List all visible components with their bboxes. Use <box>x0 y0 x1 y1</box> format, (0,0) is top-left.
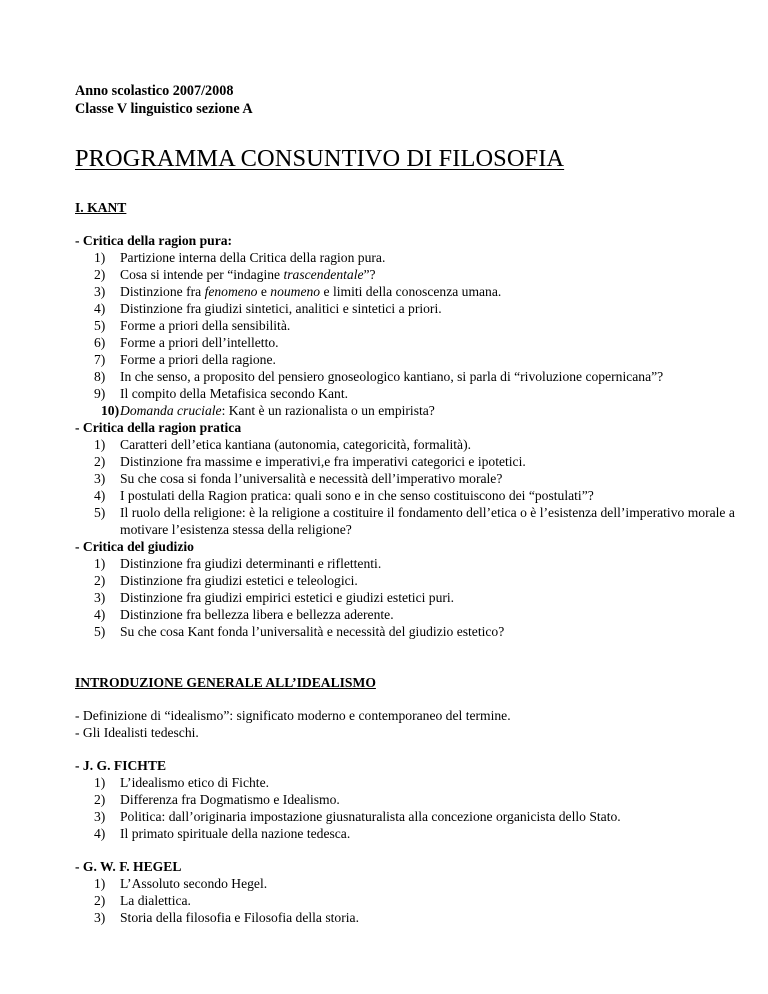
list-item <box>75 555 735 572</box>
item-text: Distinzione fra bellezza libera e bellezza aderente. <box>120 607 394 622</box>
item-text: Storia della filosofia e Filosofia della storia. <box>120 910 359 925</box>
school-year: Anno scolastico 2007/2008 <box>75 83 234 99</box>
item-text: L’Assoluto secondo Hegel. <box>120 876 268 891</box>
item-number: 7) <box>94 352 106 367</box>
item-number: 4) <box>94 488 106 503</box>
item-number: 1) <box>94 437 106 452</box>
item-number: 5) <box>94 505 106 520</box>
item-text: Distinzione fra massime e imperativi,e fra imperativi categorici e ipotetici. <box>120 454 526 469</box>
item-number: 1) <box>94 556 106 571</box>
item-text: Distinzione fra <box>120 284 205 299</box>
item-text: fenomeno <box>204 284 258 299</box>
item-text: L’idealismo etico di Fichte. <box>120 775 269 790</box>
item-text: noumeno <box>270 284 321 299</box>
list-fichte <box>75 774 735 842</box>
subsection-hegel-heading: - G. W. F. HEGEL <box>75 859 182 874</box>
list-ragion-pura <box>75 249 735 419</box>
item-text: Distinzione fra giudizi sintetici, analitici e sintetici a priori. <box>120 301 442 316</box>
subsection-fichte-heading: - J. G. FICHTE <box>75 758 167 773</box>
item-text: La dialettica. <box>120 893 191 908</box>
list-ragion-pratica <box>75 436 735 538</box>
item-text: Il compito della Metafisica secondo Kant. <box>120 386 349 401</box>
item-number: 6) <box>94 335 106 350</box>
item-number: 9) <box>94 386 106 401</box>
item-text: I postulati della Ragion pratica: quali sono e in che senso costituiscono dei “postulati”? <box>120 488 594 503</box>
list-item <box>75 504 735 538</box>
item-text: Cosa si intende per “indagine <box>120 267 284 282</box>
list-item <box>75 470 735 487</box>
list-item <box>75 892 735 909</box>
list-item <box>75 572 735 589</box>
item-number: 3) <box>94 471 106 486</box>
item-text: Caratteri dell’etica kantiana (autonomia, categoricità, formalità). <box>120 437 472 452</box>
list-item <box>75 909 735 926</box>
section-kant-heading: I. KANT <box>75 200 127 215</box>
list-item <box>75 487 735 504</box>
list-item <box>75 334 735 351</box>
list-item <box>75 300 735 317</box>
item-text: Forme a priori della sensibilità. <box>120 318 291 333</box>
item-number: 1) <box>94 775 106 790</box>
list-item <box>75 317 735 334</box>
subsection-giudizio-heading: - Critica del giudizio <box>75 539 194 554</box>
list-item <box>75 351 735 368</box>
list-item <box>75 589 735 606</box>
item-text: Su che cosa Kant fonda l’universalità e necessità del giudizio estetico? <box>120 624 505 639</box>
item-text: : Kant è un razionalista o un empirista? <box>221 403 435 418</box>
item-number: 3) <box>94 910 106 925</box>
item-number: 2) <box>94 893 106 908</box>
item-text: Differenza fra Dogmatismo e Idealismo. <box>120 792 340 807</box>
item-number: 5) <box>94 624 106 639</box>
item-number: 2) <box>94 454 106 469</box>
item-number: 3) <box>94 590 106 605</box>
item-number: 3) <box>94 284 106 299</box>
list-item <box>75 385 735 402</box>
item-text: Il primato spirituale della nazione tedesca. <box>120 826 351 841</box>
item-number: 4) <box>94 301 106 316</box>
list-item <box>75 825 735 842</box>
item-text: Forme a priori della ragione. <box>120 352 276 367</box>
item-number: 4) <box>94 607 106 622</box>
item-text: Domanda cruciale <box>120 403 222 418</box>
list-item <box>75 774 735 791</box>
idealismo-line: - Gli Idealisti tedeschi. <box>75 725 199 740</box>
section-idealismo-heading: INTRODUZIONE GENERALE ALL’IDEALISMO <box>75 675 376 690</box>
list-item <box>75 249 735 266</box>
item-number: 10) <box>101 403 120 418</box>
subsection-ragion-pura-heading: - Critica della ragion pura: <box>75 233 233 248</box>
item-number: 3) <box>94 809 106 824</box>
item-text: Partizione interna della Critica della ragion pura. <box>120 250 386 265</box>
document-page <box>75 83 735 926</box>
list-item <box>75 453 735 470</box>
item-text: Il ruolo della religione: è la religione a costituire il fondamento dell’etica o è l’esistenza dell’imperativo morale a motivare l’esistenza stessa della religione? <box>120 505 735 537</box>
item-text: Su che cosa si fonda l’universalità e necessità dell’imperativo morale? <box>120 471 503 486</box>
item-text: e <box>257 284 271 299</box>
item-text: Forme a priori dell’intelletto. <box>120 335 279 350</box>
list-giudizio <box>75 555 735 640</box>
item-number: 1) <box>94 876 106 891</box>
class-line: Classe V linguistico sezione A <box>75 100 253 117</box>
subsection-ragion-pratica-heading: - Critica della ragion pratica <box>75 420 242 435</box>
item-text: ”? <box>363 267 376 282</box>
list-item <box>75 623 735 640</box>
item-number: 2) <box>94 573 106 588</box>
idealismo-line: - Definizione di “idealismo”: significato moderno e contemporaneo del termine. <box>75 708 511 723</box>
item-text: Distinzione fra giudizi determinanti e riflettenti. <box>120 556 382 571</box>
list-item <box>75 791 735 808</box>
item-text: Distinzione fra giudizi estetici e teleologici. <box>120 573 358 588</box>
item-text: e limiti della conoscenza umana. <box>320 284 502 299</box>
item-text: In che senso, a proposito del pensiero gnoseologico kantiano, si parla di “rivoluzione copernicana”? <box>120 369 664 384</box>
item-number: 8) <box>94 369 106 384</box>
list-hegel <box>75 875 735 926</box>
item-number: 2) <box>94 267 106 282</box>
item-number: 2) <box>94 792 106 807</box>
item-number: 4) <box>94 826 106 841</box>
item-number: 1) <box>94 250 106 265</box>
list-item <box>75 368 735 385</box>
list-item <box>75 606 735 623</box>
item-text: Politica: dall’originaria impostazione giusnaturalista alla concezione organicista dello Stato. <box>120 809 621 824</box>
item-text: Distinzione fra giudizi empirici estetici e giudizi estetici puri. <box>120 590 455 605</box>
list-item <box>75 808 735 825</box>
list-item <box>75 436 735 453</box>
list-item <box>75 266 735 283</box>
list-item <box>75 402 735 419</box>
item-text: trascendentale <box>283 267 364 282</box>
item-number: 5) <box>94 318 106 333</box>
list-item <box>75 283 735 300</box>
list-item <box>75 875 735 892</box>
page-title: PROGRAMMA CONSUNTIVO DI FILOSOFIA <box>75 145 565 172</box>
